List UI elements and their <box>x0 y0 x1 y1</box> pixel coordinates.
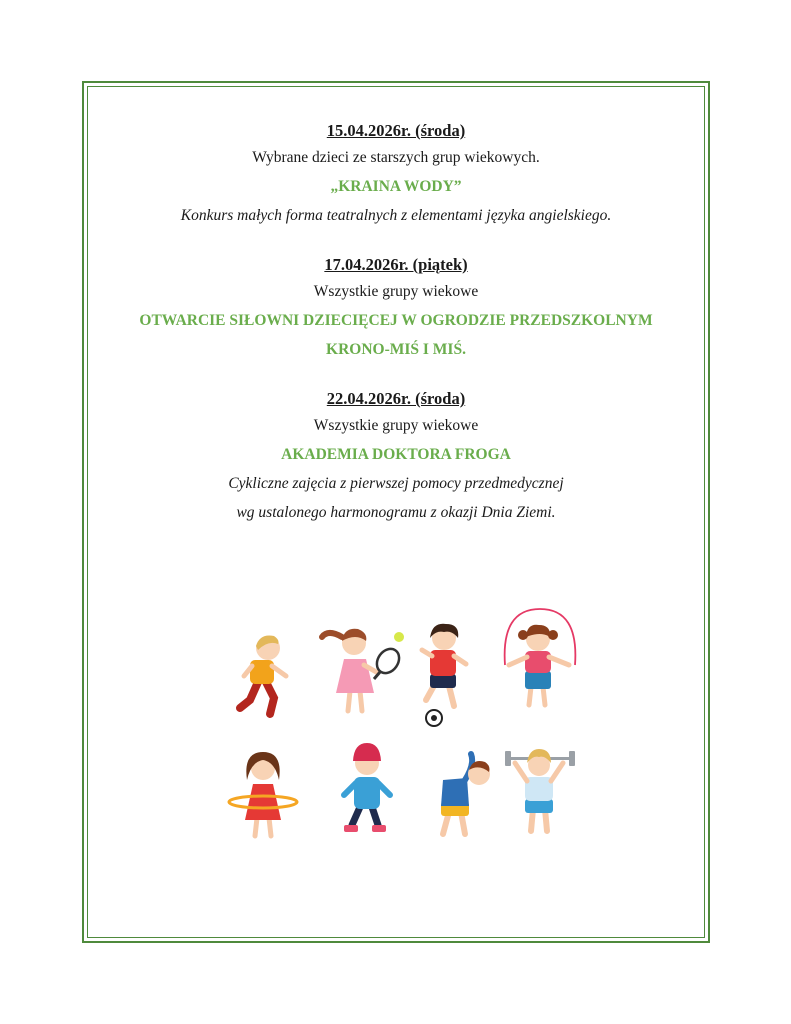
soccer-kid-icon <box>410 620 480 730</box>
event-audience: Wszystkie grupy wiekowe <box>313 417 479 434</box>
events-list <box>90 120 702 523</box>
event-title: „KRAINA WODY” <box>330 178 462 195</box>
stretching-boy-icon <box>425 750 505 845</box>
event-date: 15.04.2026r. (środa) <box>326 121 466 140</box>
event-title: OTWARCIE SIŁOWNI DZIECIĘCEJ W OGRODZIE PRZEDSZKOLNYM <box>139 312 653 329</box>
event-date: 22.04.2026r. (środa) <box>326 389 466 408</box>
event-description: Cykliczne zajęcia z pierwszej pomocy przedmedycznej <box>228 475 564 492</box>
tennis-girl-icon <box>318 615 408 720</box>
event-audience: Wybrane dzieci ze starszych grup wiekowych. <box>252 149 540 166</box>
hula-hoop-girl-icon <box>225 740 305 845</box>
event-description: Konkurs małych forma teatralnych z elementami języka angielskiego. <box>180 207 612 224</box>
event-1 <box>90 120 702 226</box>
event-title: KRONO-MIŚ I MIŚ. <box>326 341 466 358</box>
jump-rope-girl-icon <box>495 605 585 720</box>
roller-skate-girl-icon <box>332 733 402 843</box>
event-title: AKADEMIA DOKTORA FROGA <box>281 446 511 463</box>
event-audience: Wszystkie grupy wiekowe <box>313 283 479 300</box>
event-3 <box>90 388 702 523</box>
event-date: 17.04.2026r. (piątek) <box>324 255 468 274</box>
dumbbell-boy-icon <box>505 735 575 840</box>
kids-illustration <box>220 615 580 845</box>
event-2 <box>90 254 702 360</box>
running-kid-icon <box>230 630 300 720</box>
event-description: wg ustalonego harmonogramu z okazji Dnia Ziemi. <box>236 504 556 521</box>
